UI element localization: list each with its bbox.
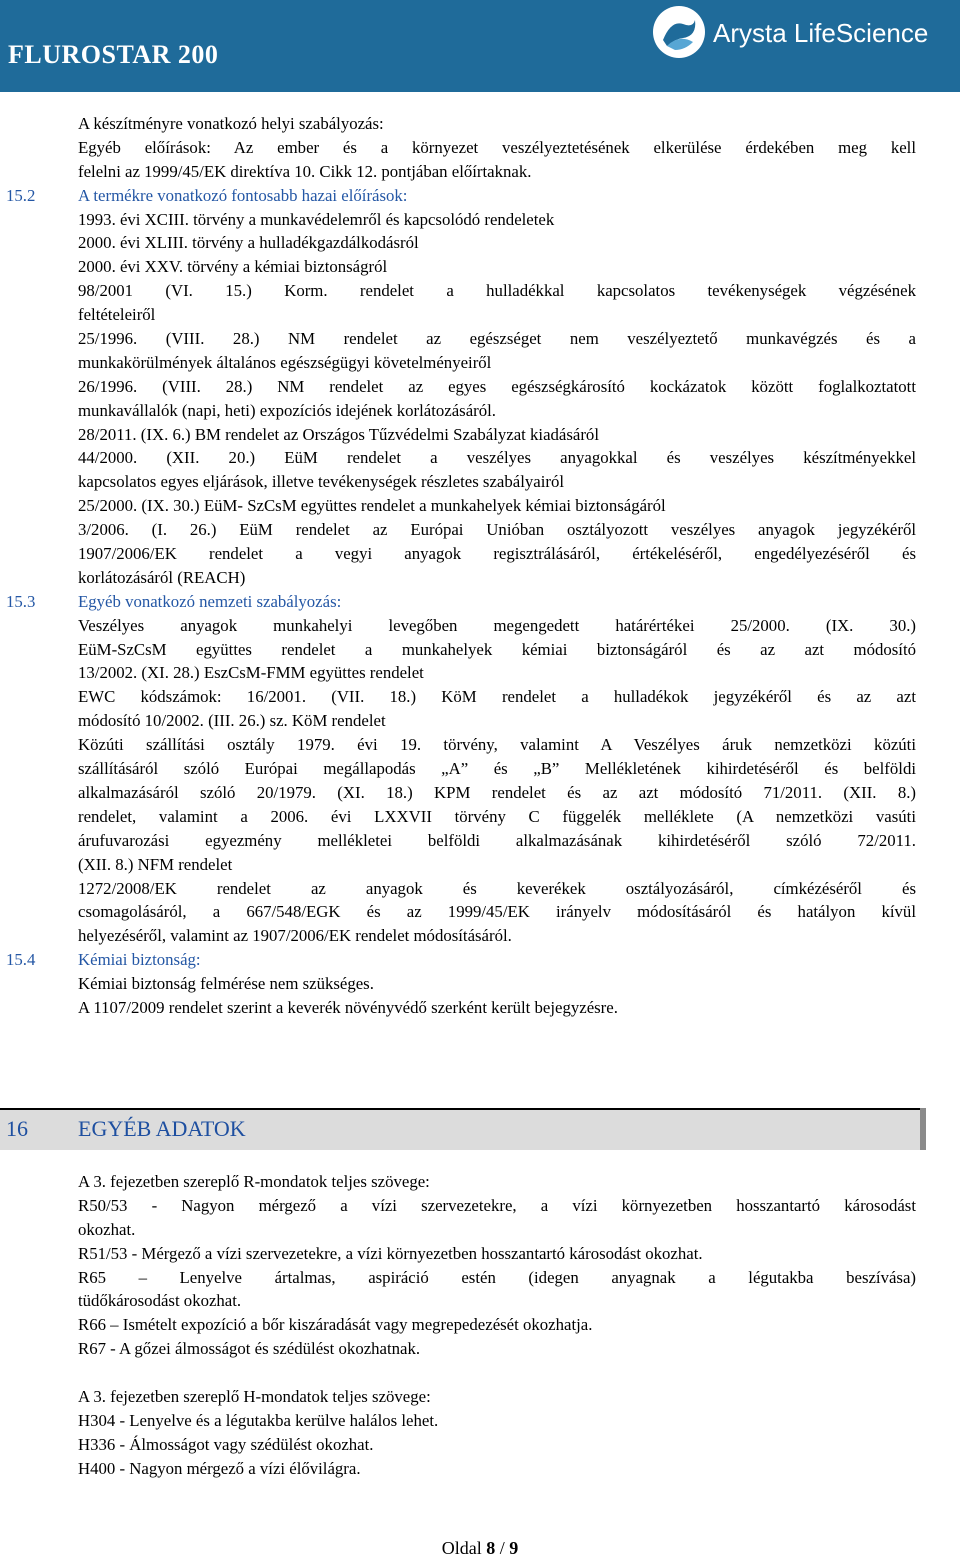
regulation-line: 2000. évi XXV. törvény a kémiai biztonságról — [78, 257, 388, 277]
page-separator: / — [499, 1538, 505, 1558]
r-phrase: tüdőkárosodást okozhat. — [78, 1291, 242, 1311]
regulation-line: A 1107/2009 rendelet szerint a keverék növényvédő szerként került bejegyzésre. — [78, 997, 618, 1017]
section-number: 15.3 — [6, 591, 36, 611]
regulation-line: 1907/2006/EK rendelet a vegyi anyagok regisztrálásáról, értékeléséről, engedélyezéséről és — [78, 544, 916, 564]
h-heading: A 3. fejezetben szereplő H-mondatok teljes szövege: — [78, 1387, 431, 1407]
section-title: A termékre vonatkozó fontosabb hazai előírások: — [78, 185, 408, 205]
regulation-line: munkavállalók (napi, heti) expozíciós idejének korlátozásáról. — [78, 400, 496, 420]
r-phrase: R67 - A gőzei álmosságot és szédülést okozhatnak. — [78, 1339, 421, 1359]
section-number: 16 — [6, 1116, 28, 1141]
brand-logo — [653, 6, 953, 58]
heading-shadow-bar — [920, 1108, 926, 1150]
regulation-line: kapcsolatos egyes eljárások, illetve tevékenységek részletes szabályairól — [78, 472, 564, 492]
r-phrase: R66 – Ismételt expozíció a bőr kiszáradását vagy megrepedezését okozhatja. — [78, 1315, 593, 1335]
main-content — [0, 112, 960, 1020]
regulation-line: feltételeiről — [78, 305, 156, 325]
regulation-line: 2000. évi XLIII. törvény a hulladékgazdálkodásról — [78, 233, 419, 253]
section-16-heading — [0, 1108, 920, 1150]
regulation-line: alkalmazásáról szóló 20/1979. (XI. 18.) KPM rendelet és az azt módosító 71/2011. (XII. 8.) — [78, 782, 916, 802]
section-16-content — [0, 1170, 960, 1481]
regulation-line: 1272/2008/EK rendelet az anyagok és keverékek osztályozásáról, címkézéséről és — [78, 878, 916, 898]
regulation-line: szállításáról szóló Európai megállapodás „A” és „B” Mellékletének kihirdetéséről és belföldi — [78, 759, 916, 779]
regulation-line: 25/1996. (VIII. 28.) NM rendelet az egészséget nem veszélyeztető munkavégzés és a — [78, 329, 916, 349]
page-current: 8 — [486, 1538, 496, 1558]
intro-line: A készítményre vonatkozó helyi szabályozás: — [78, 114, 384, 133]
section-title: Kémiai biztonság: — [78, 950, 201, 970]
regulation-line: munkakörülmények általános egészségügyi követelményeiről — [78, 352, 492, 372]
regulation-line: 3/2006. (I. 26.) EüM rendelet az Európai Unióban osztályozott veszélyes anyagok jegyzékéről — [78, 520, 916, 540]
regulation-line: korlátozásáról (REACH) — [78, 567, 246, 587]
regulation-line: 28/2011. (IX. 6.) BM rendelet az Országos Tűzvédelmi Szabályzat kiadásáról — [78, 424, 599, 444]
brand-name: Arysta LifeScience — [713, 18, 929, 48]
regulation-line: 25/2000. (IX. 30.) EüM- SzCsM együttes rendelet a munkahelyek kémiai biztonságáról — [78, 496, 666, 516]
section-number: 15.4 — [6, 950, 36, 970]
regulation-line: árufuvarozási egyezmény mellékletei belföldi alkalmazásának kihirdetéséről szóló 72/2011. — [78, 830, 916, 850]
intro-line: Egyéb előírások: Az ember és a környezet veszélyeztetésének elkerülése érdekében meg kell — [78, 137, 916, 157]
regulation-line: Veszélyes anyagok munkahelyi levegőben megengedett határértékei 25/2000. (IX. 30.) — [78, 615, 916, 635]
r-phrase: R65 – Lenyelve ártalmas, aspiráció estén (idegen anyagnak a légutakba beszívása) — [78, 1267, 916, 1287]
regulation-line: csomagolásáról, a 667/548/EGK és az 1999/45/EK irányelv módosításáról és hatályon kívül — [78, 902, 916, 922]
intro-line: felelni az 1999/45/EK direktíva 10. Cikk 12. pontjában előírtaknak. — [78, 161, 532, 181]
r-phrase: R51/53 - Mérgező a vízi szervezetekre, a vízi környezetben hosszantartó károsodást okozhat. — [78, 1243, 703, 1263]
r-phrase: okozhat. — [78, 1219, 136, 1239]
regulation-line: 1993. évi XCIII. törvény a munkavédelemről és kapcsolódó rendeletek — [78, 209, 555, 229]
regulation-line: EWC kódszámok: 16/2001. (VII. 18.) KöM rendelet a hulladékok jegyzékéről és az azt — [78, 687, 916, 707]
r-phrase: R50/53 - Nagyon mérgező a vízi szervezetekre, a vízi környezetben hosszantartó károsodást — [78, 1195, 916, 1215]
product-name: FLUROSTAR 200 — [8, 40, 219, 69]
section-number: 15.2 — [6, 185, 36, 205]
section-title: EGYÉB ADATOK — [78, 1116, 246, 1141]
r-heading: A 3. fejezetben szereplő R-mondatok teljes szövege: — [78, 1172, 430, 1191]
h-phrase: H400 - Nagyon mérgező a vízi élővilágra. — [78, 1458, 361, 1478]
regulation-line: (XII. 8.) NFM rendelet — [78, 854, 233, 874]
h-phrase: H304 - Lenyelve és a légutakba kerülve halálos lehet. — [78, 1411, 439, 1431]
arysta-logo-icon — [653, 6, 705, 58]
regulation-line: rendelet, valamint a 2006. évi LXXVII törvény C függelék melléklete (A nemzetközi vasúti — [78, 806, 916, 826]
regulation-line: EüM-SzCsM együttes rendelet a munkahelyek kémiai biztonságáról és az azt módosító — [78, 639, 916, 659]
page-header — [0, 0, 960, 92]
page-footer — [0, 1538, 960, 1559]
page-total: 9 — [509, 1538, 519, 1558]
regulation-line: módosító 10/2002. (III. 26.) sz. KöM rendelet — [78, 711, 386, 731]
regulation-line: 98/2001 (VI. 15.) Korm. rendelet a hulladékkal kapcsolatos tevékenységek végzésének — [78, 281, 916, 301]
h-phrase: H336 - Álmosságot vagy szédülést okozhat. — [78, 1434, 374, 1454]
regulation-line: 26/1996. (VIII. 28.) NM rendelet az egyes egészségkárosító kockázatok között foglalkoztatott — [78, 376, 916, 396]
section-title: Egyéb vonatkozó nemzeti szabályozás: — [78, 591, 342, 611]
page-label: Oldal — [441, 1538, 482, 1558]
regulation-line: 13/2002. (XI. 28.) EszCsM-FMM együttes rendelet — [78, 663, 424, 683]
regulation-line: Kémiai biztonság felmérése nem szükséges. — [78, 974, 374, 994]
regulation-line: Közúti szállítási osztály 1979. évi 19. törvény, valamint A Veszélyes áruk nemzetközi közúti — [78, 735, 916, 755]
regulation-line: 44/2000. (XII. 20.) EüM rendelet a veszélyes anyagokkal és veszélyes készítményekkel — [78, 448, 916, 468]
regulation-line: helyezéséről, valamint az 1907/2006/EK rendelet módosításáról. — [78, 926, 512, 946]
